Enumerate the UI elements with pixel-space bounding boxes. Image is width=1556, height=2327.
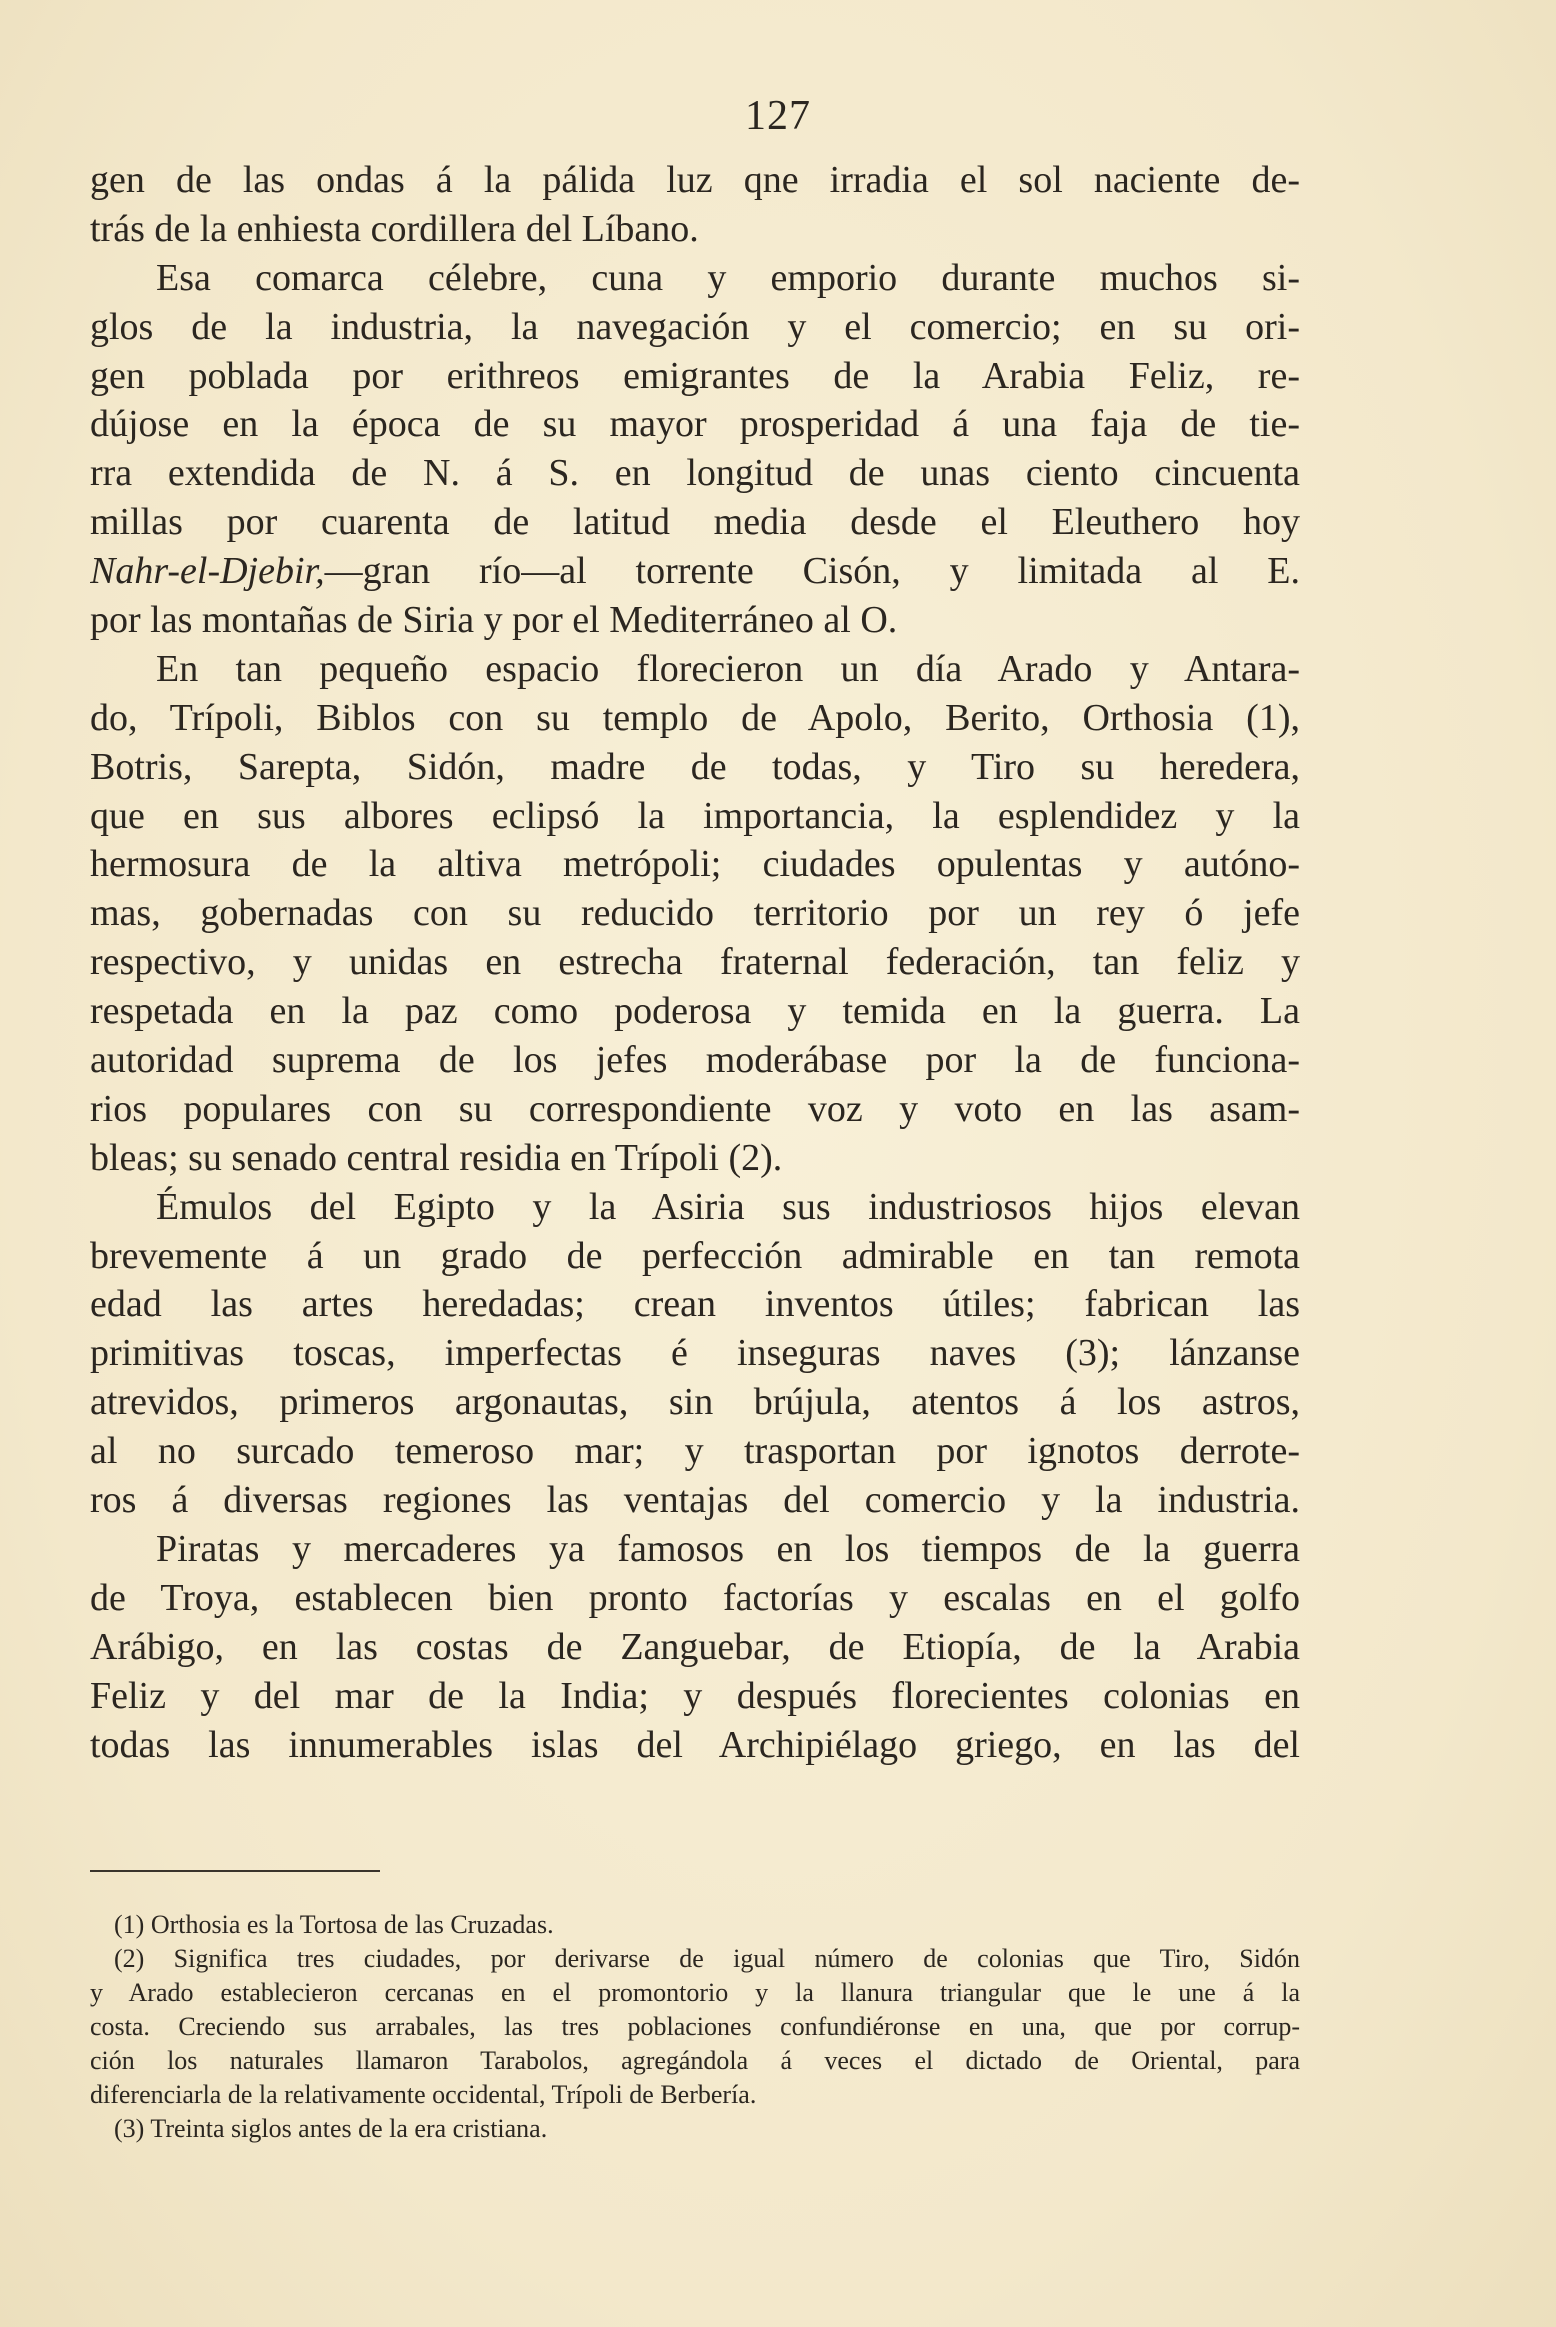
text-line: todas las innumerables islas del Archipiélago griego, en las del [90,1723,1300,1766]
text-line: Feliz y del mar de la India; y después florecientes colonias en [90,1674,1300,1717]
text-line: gen de las ondas á la pálida luz qne irradia el sol naciente de- [90,159,1300,201]
footnote-line: ción los naturales llamaron Tarabolos, agregándola á veces el dictado de Oriental, para [90,2046,1300,2075]
text-line: hermosura de la altiva metrópoli; ciudades opulentas y autóno- [90,843,1300,886]
text-line: Esa comarca célebre, cuna y emporio durante muchos si- [156,256,1300,299]
text-line: Émulos del Egipto y la Asiria sus industriosos hijos elevan [156,1185,1300,1228]
text-line: que en sus albores eclipsó la importancia, la esplendidez y la [90,794,1300,837]
footnote-line: costa. Creciendo sus arrabales, las tres poblaciones confundiéronse en una, que por corrup- [90,2012,1300,2041]
text-line: Piratas y mercaderes ya famosos en los tiempos de la guerra [156,1527,1300,1570]
footnote-line: diferenciarla de la relativamente occidental, Trípoli de Berbería. [90,2080,757,2109]
footnote-divider [90,1870,380,1872]
footnote-line: y Arado establecieron cercanas en el promontorio y la llanura triangular que le une á la [90,1978,1300,2007]
text-line: autoridad suprema de los jefes moderábase por la de funciona- [90,1039,1300,1082]
text-line: dújose en la época de su mayor prosperidad á una faja de tie- [90,403,1300,446]
text-line: mas, gobernadas con su reducido territorio por un rey ó jefe [90,892,1300,935]
text-line: Botris, Sarepta, Sidón, madre de todas, y Tiro su heredera, [90,745,1300,788]
text-line: al no surcado temeroso mar; y trasportan por ignotos derrote- [90,1430,1300,1473]
text-line: ros á diversas regiones las ventajas del comercio y la industria. [90,1479,1300,1522]
text-line: millas por cuarenta de latitud media desde el Eleuthero hoy [90,501,1300,544]
footnote-line: (1) Orthosia es la Tortosa de las Cruzadas. [114,1910,554,1939]
footnote-line: (3) Treinta siglos antes de la era cristiana. [114,2114,548,2143]
text-line: por las montañas de Siria y por el Mediterráneo al O. [90,599,898,642]
text-line: rios populares con su correspondiente voz y voto en las asam- [90,1087,1300,1130]
text-line: Arábigo, en las costas de Zanguebar, de Etiopía, de la Arabia [90,1625,1300,1668]
text-line: glos de la industria, la navegación y el comercio; en su ori- [90,305,1300,348]
text-line: respectivo, y unidas en estrecha fraternal federación, tan feliz y [90,941,1300,984]
text-line: En tan pequeño espacio florecieron un día Arado y Antara- [156,647,1300,690]
text-line: edad las artes heredadas; crean inventos útiles; fabrican las [90,1283,1300,1326]
text-line: rra extendida de N. á S. en longitud de unas ciento cincuenta [90,452,1300,495]
footnote-line: (2) Significa tres ciudades, por derivarse de igual número de colonias que Tiro, Sidón [114,1944,1300,1973]
text-line: gen poblada por erithreos emigrantes de la Arabia Feliz, re- [90,354,1300,397]
text-line: atrevidos, primeros argonautas, sin brújula, atentos á los astros, [90,1381,1300,1424]
text-line: do, Trípoli, Biblos con su templo de Apolo, Berito, Orthosia (1), [90,696,1300,739]
text-line: de Troya, establecen bien pronto factorías y escalas en el golfo [90,1576,1300,1619]
text-line: trás de la enhiesta cordillera del Líbano. [90,207,699,250]
text-line: brevemente á un grado de perfección admirable en tan remota [90,1234,1300,1277]
footnotes [90,1908,1300,2146]
text-line: primitivas toscas, imperfectas é inseguras naves (3); lánzanse [90,1332,1300,1375]
text-line: bleas; su senado central residia en Trípoli (2). [90,1136,783,1179]
body-text [90,156,1300,1769]
text-line: respetada en la paz como poderosa y temida en la guerra. La [90,990,1300,1033]
page-number: 127 [745,93,811,139]
text-line: Nahr-el-Djebir,—gran río—al torrente Cisón, y limitada al E. [90,550,1300,593]
